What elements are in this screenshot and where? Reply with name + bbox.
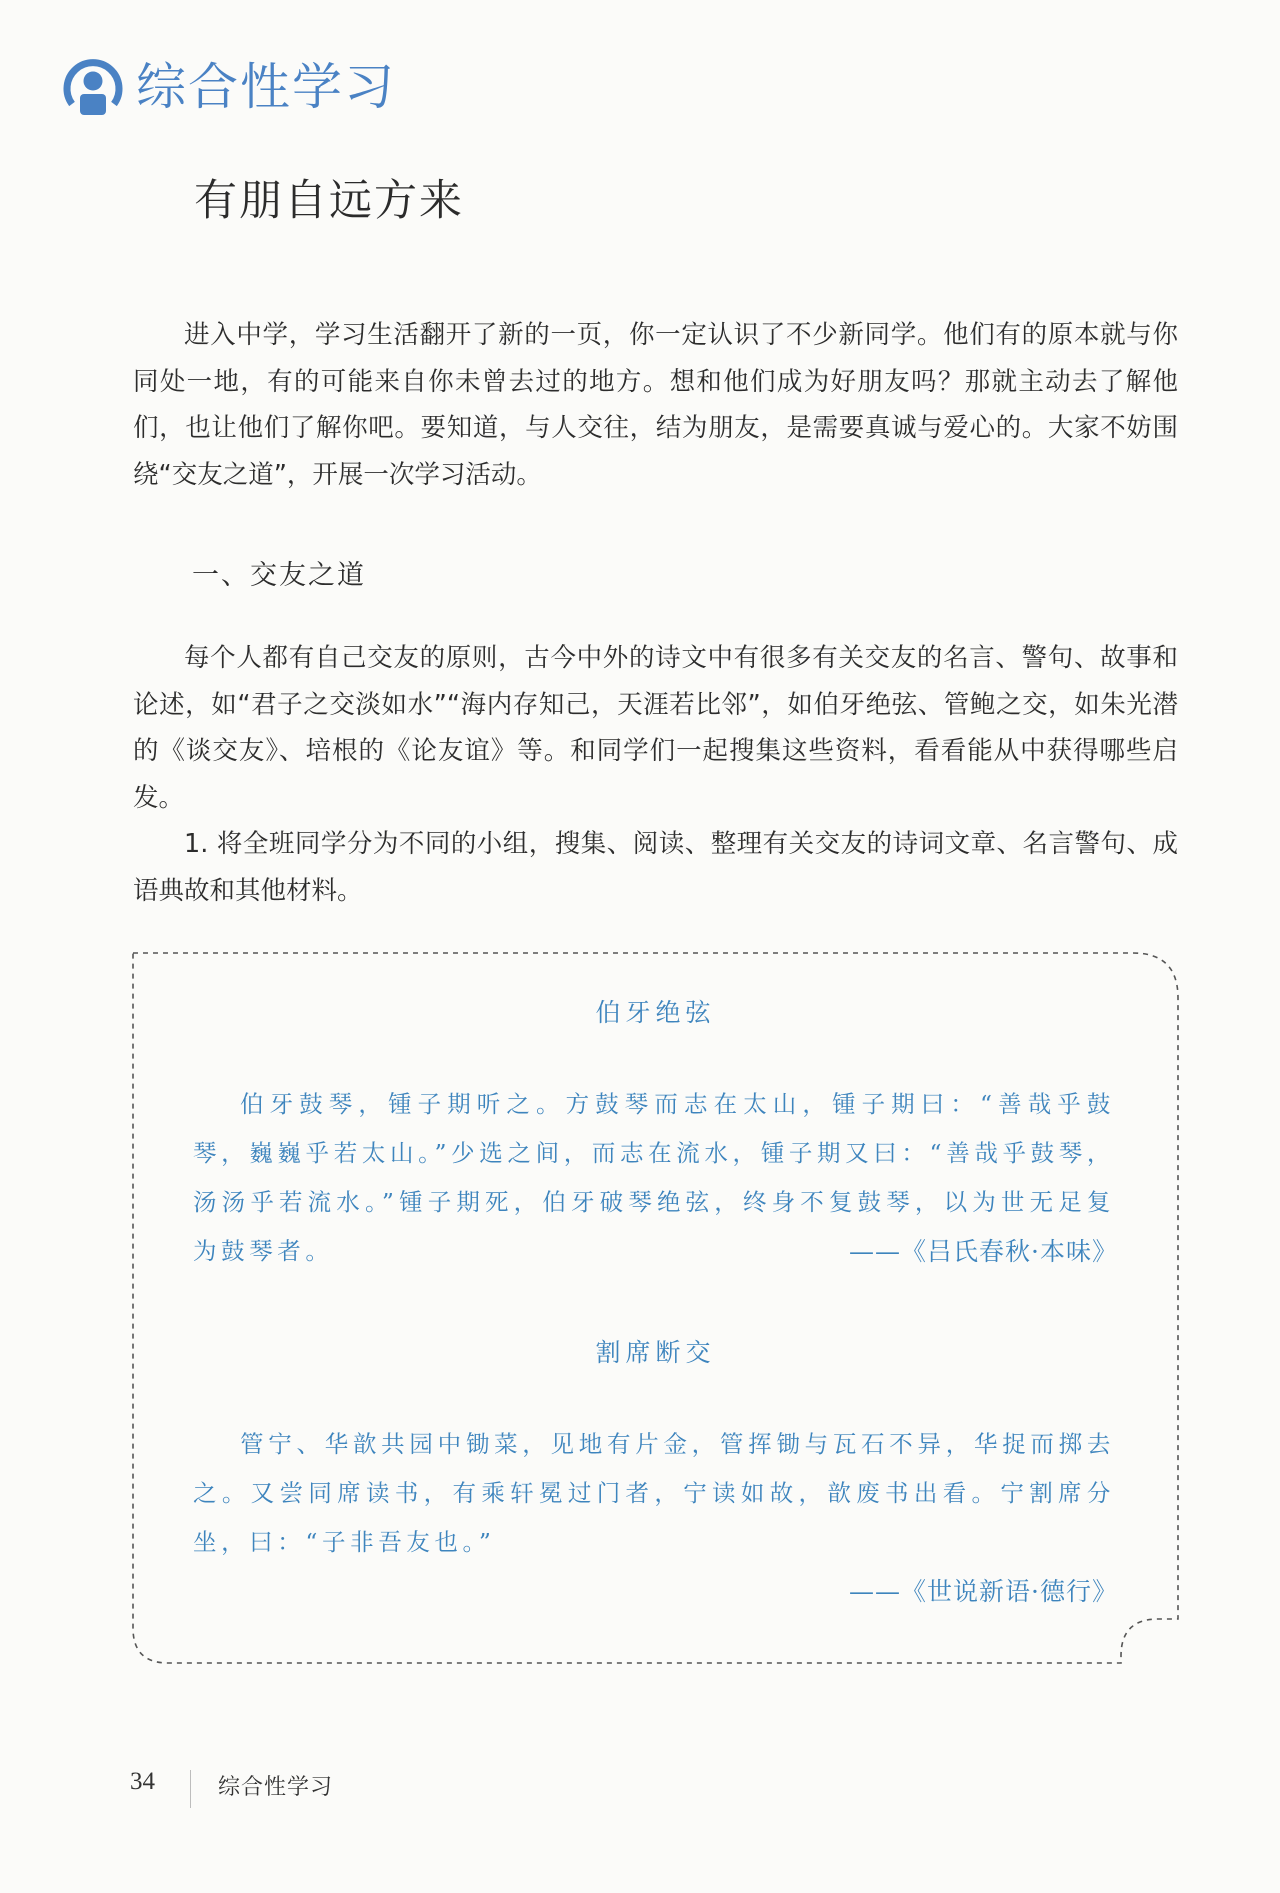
story-title: 伯牙绝弦: [595, 998, 716, 1027]
story-text: 管宁、华歆共园中锄菜，见地有片金，管挥锄与瓦石不异，华捉而掷去之。又尝同席读书，有乘轩冕过门者，宁读如故，歆废书出看。宁割席分坐，曰：“子非吾友也。”: [193, 1430, 1115, 1556]
story-text: 伯牙鼓琴，锺子期听之。方鼓琴而志在太山，锺子期曰：“善哉乎鼓琴，巍巍乎若太山。”少选之间，而志在流水，锺子期又曰：“善哉乎鼓琴，汤汤乎若流水。”锺子期死，伯牙破琴绝弦，终身不复鼓琴，以为世无足复为鼓琴者。: [193, 1090, 1115, 1265]
intro-paragraph: 进入中学，学习生活翻开了新的一页，你一定认识了不少新同学。他们有的原本就与你同处一地，有的可能来自你未曾去过的地方。想和他们成为好朋友吗？那就主动去了解他们，也让他们了解你吧。要知道，与人交往，结为朋友，是需要真诚与爱心的。大家不妨围绕“交友之道”，开展一次学习活动。: [133, 320, 1178, 490]
story-source: ——《吕氏春秋·本味》: [849, 1237, 1118, 1266]
section-heading-friendship: 一、交友之道: [192, 560, 366, 591]
story-source: ——《世说新语·德行》: [849, 1577, 1118, 1606]
page-number: 34: [130, 1768, 155, 1795]
section-paragraph: 每个人都有自己交友的原则，古今中外的诗文中有很多有关交友的名言、警句、故事和论述，如“君子之交淡如水”“海内存知己，天涯若比邻”，如伯牙绝弦、管鲍之交，如朱光潜的《谈交友》、培根的《论友谊》等。和同学们一起搜集这些资料，看看能从中获得哪些启发。: [133, 643, 1178, 813]
story-title: 割席断交: [595, 1338, 716, 1367]
section-header: [62, 52, 396, 122]
footer-divider: [190, 1770, 191, 1808]
lesson-title: 有朋自远方来: [194, 176, 464, 226]
task-item-1: 1. 将全班同学分为不同的小组，搜集、阅读、整理有关交友的诗词文章、名言警句、成语典故和其他材料。: [133, 829, 1178, 906]
footer-label: 综合性学习: [218, 1775, 334, 1800]
section-title: 综合性学习: [136, 58, 396, 116]
person-in-arc-icon: [62, 56, 124, 118]
